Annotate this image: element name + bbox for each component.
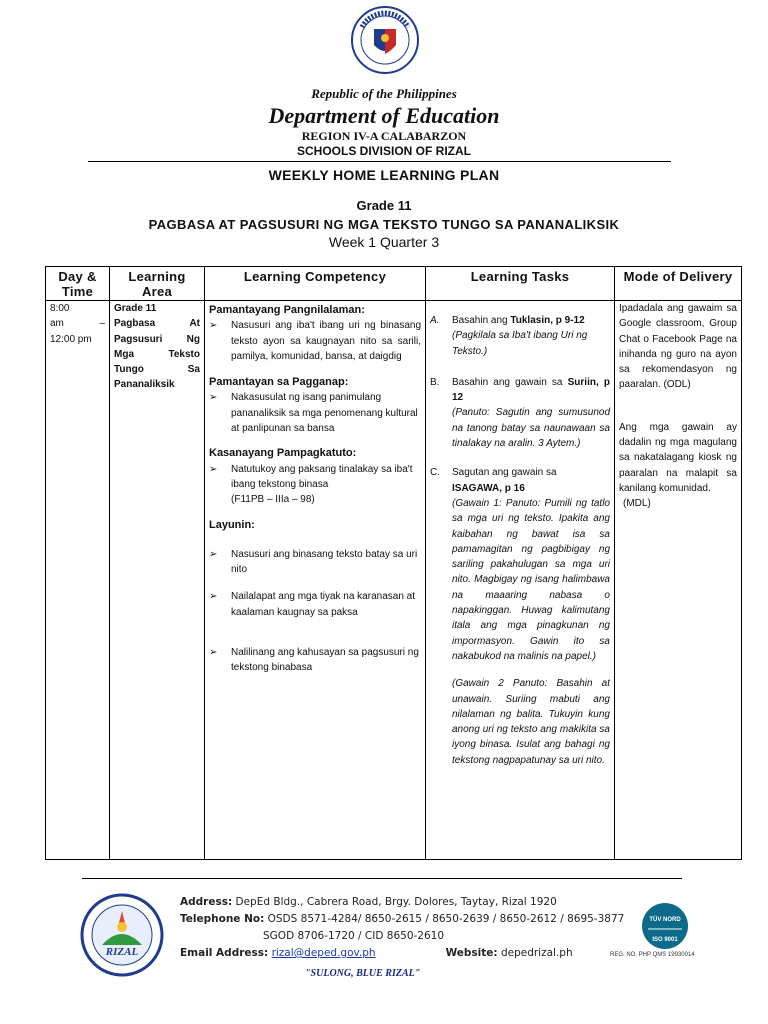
arrow-bullet-icon: ➢ [209, 647, 218, 659]
grade-title: Grade 11 [356, 198, 412, 213]
tasks-cell [426, 301, 615, 860]
email-label: Email Address: [180, 947, 269, 959]
task-c-page: ISAGAWA, p 16 [452, 482, 525, 494]
address-text: DepEd Bldg., Cabrera Road, Brgy. Dolores, Taytay, Rizal 1920 [235, 896, 557, 908]
republic-label: Republic of the Philippines [311, 86, 457, 101]
task-c-marker: C. [430, 467, 440, 479]
region-label: REGION IV-A CALABARZON [301, 129, 467, 143]
performance-standard-title: Pamantayan sa Pagganap: [209, 376, 349, 389]
arrow-bullet-icon: ➢ [209, 463, 218, 475]
list-item [209, 318, 421, 364]
sgod-text: SGOD 8706-1720 / CID 8650-2610 [263, 930, 445, 942]
website-text: depedrizal.ph [500, 947, 573, 959]
col-day-time: Day & Time [46, 267, 110, 301]
list-item [209, 547, 421, 578]
subject-title: PAGBASA AT PAGSUSURI NG MGA TEKSTO TUNGO SA PANANALIKSIK [148, 217, 620, 232]
competency-text: Natutukoy ang paksang tinalakay sa iba't ibang tekstong binasa [231, 463, 413, 490]
deped-rizal-logo [80, 893, 164, 977]
area-grade: Grade 11 [114, 303, 157, 314]
objective-3: Nalilinang ang kahusayan sa pagsusuri ng tekstong binabasa [231, 647, 419, 674]
col-learning-tasks: Learning Tasks [426, 267, 615, 301]
objective-1: Nasusuri ang binasang teksto batay sa uri nito [231, 548, 418, 576]
list-item [209, 645, 421, 676]
time-start: 8:00 [50, 303, 70, 314]
logo-text: RIZAL [105, 946, 139, 958]
delivery-cell [615, 301, 742, 860]
header-divider [88, 161, 671, 162]
address-label: Address: [180, 896, 233, 908]
delivery-odl: Ipadadala ang gawaim sa Google classroom, Group Chat o Facebook Page na inihanda ng guro na ayon sa rekomendasyon ng paaralan. (ODL) [619, 303, 737, 391]
task-c-text: Sagutan ang gawain sa [452, 467, 557, 479]
plan-title: WEEKLY HOME LEARNING PLAN [268, 167, 500, 183]
department-label: Department of Education [268, 103, 500, 128]
task-c-activity-1: (Gawain 1: Panuto: Pumili ng tatlo sa mga uri ng teksto. Ipakita ang kaibahan ng bawat isa sa pamamagitan ng pagbibigay ng sariling pakahulugan sa mga uri nito. Magbigay ng isang halimbawa na maaaring nabasa o napakinggan. Huwag kalimutang itala ang mga pinagkunan ng impormasyon. Gawin ito sa nakabukod na malinis na papel.) [452, 497, 610, 662]
competency-cell [205, 301, 426, 860]
competency-code: (F11PB – IIIa – 98) [231, 494, 315, 506]
objective-2: Nailalapat ang mga tiyak na karanasan at kaalaman kaugnay sa paksa [231, 591, 416, 618]
col-learning-area: Learning Area [110, 267, 205, 301]
task-a-marker: A. [430, 315, 440, 326]
time-dash: – [99, 318, 105, 330]
website-label: Website: [445, 947, 498, 959]
task-a-page: Tuklasin, p 9-12 [510, 315, 585, 326]
division-label: SCHOOLS DIVISION OF RIZAL [296, 144, 471, 158]
week-quarter: Week 1 Quarter 3 [328, 234, 440, 250]
delivery-mdl: Ang mga gawain ay dadalin ng mga magulang sa nakatalagang kiosk ng paaralan na malapit sa kanilang komunidad. [619, 421, 737, 494]
task-b-page: Suriin, p 12 [452, 376, 611, 404]
col-learning-competency: Learning Competency [205, 267, 426, 301]
list-item [209, 462, 421, 493]
arrow-bullet-icon: ➢ [209, 392, 218, 404]
deped-seal-logo [350, 5, 420, 75]
telephone-text: OSDS 8571-4284/ 8650-2615 / 8650-2639 / 8650-2612 / 8695-3877 [267, 913, 625, 925]
list-item [209, 589, 421, 620]
task-a [430, 313, 610, 359]
learning-area-cell [110, 301, 205, 860]
performance-standard-text: Nakasusulat ng isang panimulang pananaliksik sa mga penomenang kultural at panlipunan sa bansa [231, 392, 418, 435]
motto: "SULONG, BLUE RIZAL" [305, 968, 421, 979]
task-c [430, 465, 610, 768]
email-link[interactable]: rizal@deped.gov.ph [271, 947, 376, 959]
area-subject: Pagbasa At Pagsusuri Ng Mga Teksto Tungo Sa Pananaliksik [114, 318, 200, 391]
telephone-label: Telephone No: [180, 913, 265, 925]
time-am: am [50, 318, 64, 330]
col-mode-of-delivery: Mode of Delivery [615, 267, 742, 301]
competency-title: Kasanayang Pampagkatuto: [209, 447, 357, 460]
tuv-brand: TÜV NORD [649, 917, 681, 923]
day-time-cell [46, 301, 110, 860]
arrow-bullet-icon: ➢ [209, 548, 218, 560]
arrow-bullet-icon: ➢ [209, 320, 218, 332]
content-standard-text: Nasusuri ang iba't ibang uri ng binasang teksto ayon sa kaugnayan nito sa sarili, pamilya, komunidad, bansa, at daigdig [231, 320, 421, 362]
delivery-mdl-mode: (MDL) [623, 498, 651, 510]
task-b-text: Basahin ang gawain sa [452, 376, 568, 388]
footer-divider [82, 878, 682, 879]
task-a-note: (Pagkilala sa Iba't ibang Uri ng Teksto.) [452, 330, 588, 357]
task-b [430, 375, 610, 451]
cert-number: REG. NO. PHP QMS 19930014 [610, 952, 695, 958]
arrow-bullet-icon: ➢ [209, 591, 218, 603]
iso-label: ISO 9001 [652, 937, 678, 943]
task-b-marker: B. [430, 376, 440, 388]
contact-info [180, 894, 624, 962]
task-c-activity-2: (Gawain 2 Panuto: Basahin at unawain. Suriing mabuti ang nilalaman ng balita. Tukuyin kung anong uri ng teksto ang makikita sa iyong binasa. Isulat ang bahagi ng tekstong nagpapatunay sa uri nito. [452, 678, 610, 766]
task-b-note: (Panuto: Sagutin ang sumusunod na tanong batay sa naunawaan sa tinalakay na aralin. 3 Aytem.) [452, 407, 610, 450]
objectives-title: Layunin: [209, 518, 255, 531]
time-end: 12:00 pm [50, 333, 92, 345]
list-item [209, 390, 421, 436]
tuv-certification-logo [626, 901, 704, 951]
table-row [46, 301, 742, 860]
learning-plan-table [45, 266, 742, 860]
table-header-row [46, 267, 742, 301]
task-a-text: Basahin ang [452, 315, 511, 326]
content-standard-title: Pamantayang Pangnilalaman: [209, 304, 365, 316]
